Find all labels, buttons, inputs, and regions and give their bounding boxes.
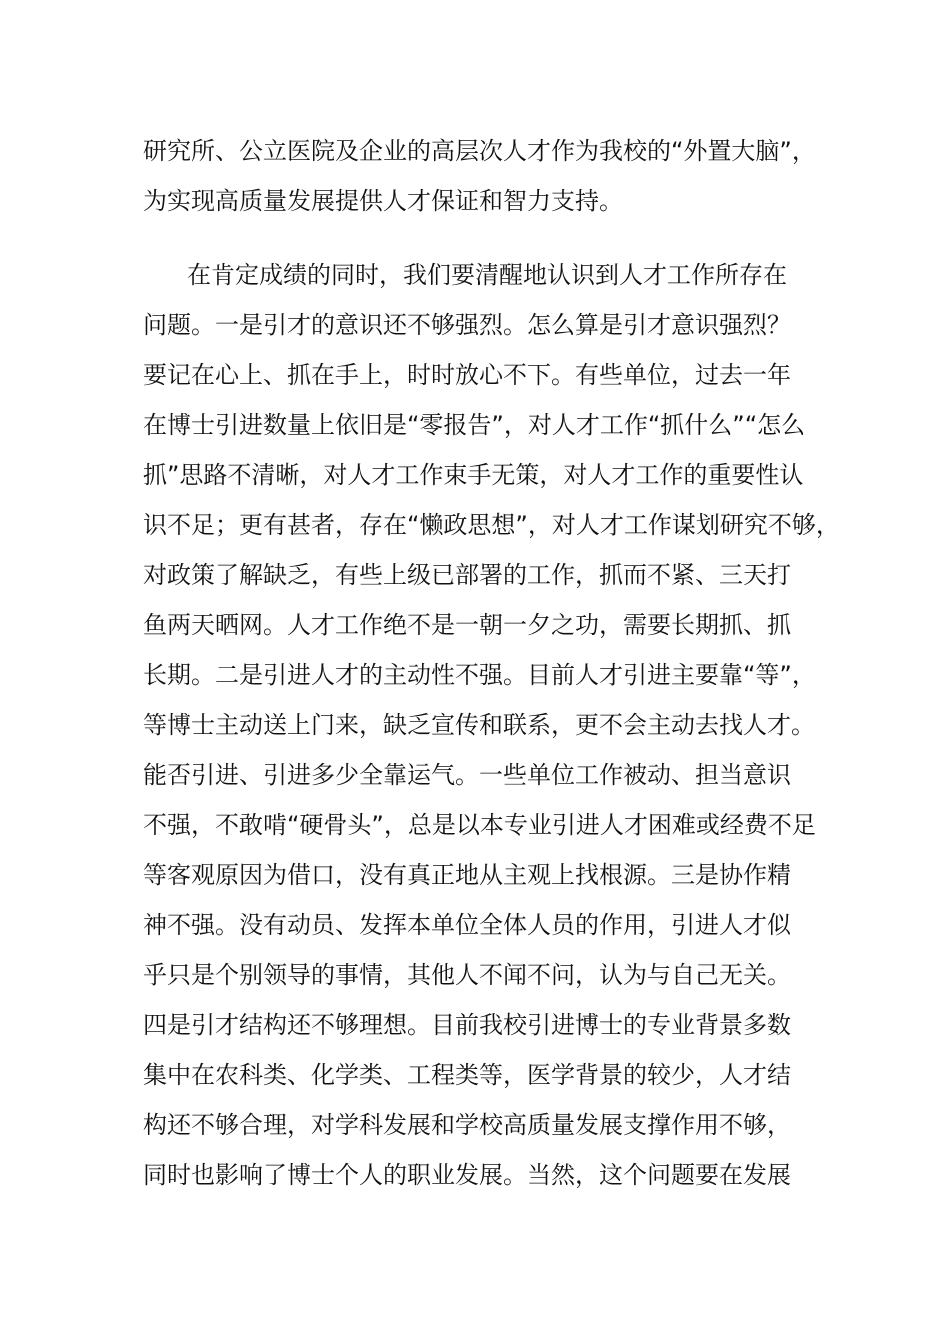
paragraph-line: 不强，不敢啃“硬骨头”，总是以本专业引进人才困难或经费不足 — [143, 811, 816, 839]
paragraph-line: 等客观原因为借口，没有真正地从主观上找根源。三是协作精 — [143, 861, 791, 889]
paragraph-line: 构还不够合理，对学科发展和学校高质量发展支撑作用不够， — [143, 1111, 791, 1139]
paragraph-line: 长期。二是引进人才的主动性不强。目前人才引进主要靠“等”， — [143, 661, 816, 689]
paragraph-line: 集中在农科类、化学类、工程类等，医学背景的较少，人才结 — [143, 1061, 791, 1089]
paragraph-spacing — [143, 226, 843, 250]
paragraph-line: 能否引进、引进多少全靠运气。一些单位工作被动、担当意识 — [143, 761, 791, 789]
paragraph-line: 为实现高质量发展提供人才保证和智力支持。 — [143, 187, 623, 215]
paragraph-line: 研究所、公立医院及企业的高层次人才作为我校的“外置大脑”， — [143, 137, 816, 165]
paragraph-line: 乎只是个别领导的事情，其他人不闻不问，认为与自己无关。 — [143, 961, 791, 989]
paragraph-1 — [143, 126, 843, 226]
paragraph-line: 抓”思路不清晰，对人才工作束手无策，对人才工作的重要性认 — [143, 461, 804, 489]
paragraph-line: 在博士引进数量上依旧是“零报告”，对人才工作“抓什么”“怎么 — [143, 411, 806, 439]
paragraph-line: 同时也影响了博士个人的职业发展。当然，这个问题要在发展 — [143, 1161, 791, 1189]
paragraph-line: 要记在心上、抓在手上，时时放心不下。有些单位，过去一年 — [143, 361, 791, 389]
paragraph-line: 对政策了解缺乏，有些上级已部署的工作，抓而不紧、三天打 — [143, 561, 791, 589]
paragraph-line: 四是引才结构还不够理想。目前我校引进博士的专业背景多数 — [143, 1011, 791, 1039]
document-body — [143, 126, 843, 1200]
paragraph-line: 鱼两天晒网。人才工作绝不是一朝一夕之功，需要长期抓、抓 — [143, 611, 791, 639]
paragraph-first-line: 在肯定成绩的同时，我们要清醒地认识到人才工作所存在 — [187, 261, 787, 289]
paragraph-line: 识不足；更有甚者，存在“懒政思想”，对人才工作谋划研究不够， — [143, 511, 840, 539]
paragraph-line: 问题。一是引才的意识还不够强烈。怎么算是引才意识强烈？ — [143, 311, 791, 339]
paragraph-2 — [143, 250, 843, 1200]
paragraph-line: 神不强。没有动员、发挥本单位全体人员的作用，引进人才似 — [143, 911, 791, 939]
paragraph-line: 等博士主动送上门来，缺乏宣传和联系，更不会主动去找人才。 — [143, 711, 815, 739]
